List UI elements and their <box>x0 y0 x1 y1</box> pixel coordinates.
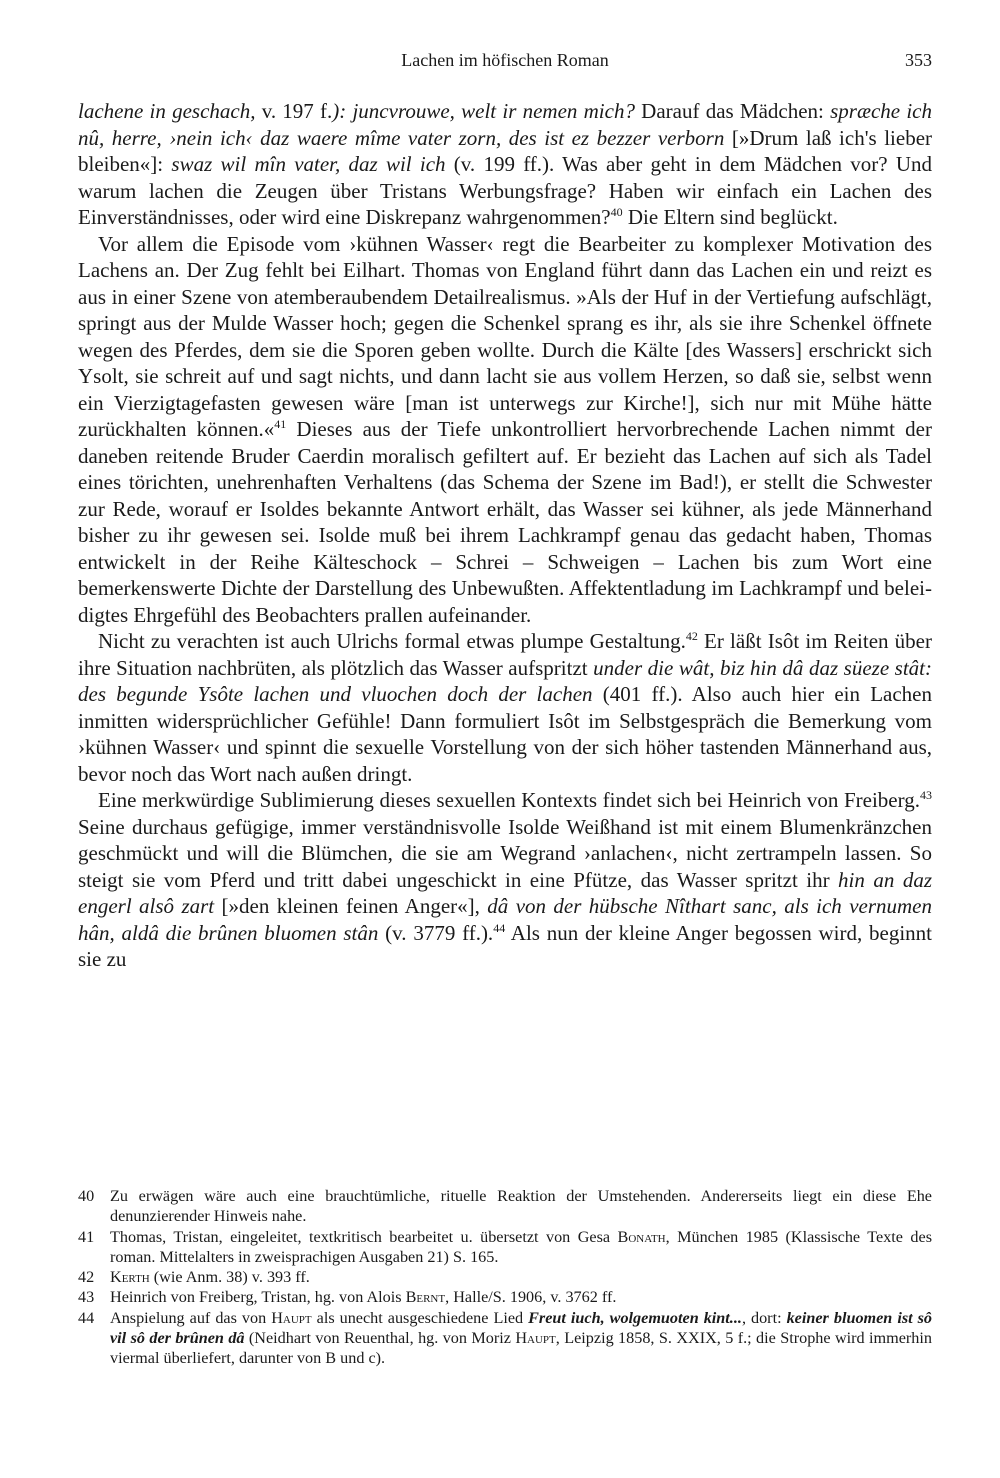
footnote-ref: 43 <box>920 788 932 802</box>
footnote-ref: 41 <box>274 417 287 431</box>
quoted-text: keiner bluomen ist sô vil sô der brûnen dâ <box>110 1308 933 1348</box>
text-run: Zu erwägen wäre auch eine brauchtümliche, rituelle Reaktion der Umstehenden. Andererseits liegt ein diese Ehe denunzierender Hinweis nahe. <box>110 1187 932 1226</box>
author-name: Bonath <box>617 1227 666 1246</box>
footnote-number: 42 <box>78 1268 95 1287</box>
footnote <box>78 1308 932 1369</box>
text-run: Vor allem die Episode vom ›kühnen Wasser‹ regt die Bearbeiter zu komplexer Motivation des Lachens an. Der Zug fehlt bei Eilhart. Thomas von England führt dann das Lachen ein und reizt es aus in einer Szene von atemberaubendem Detailrealismus. »Als der Huf in der Vertiefung aufschlägt, springt aus der Mulde Wasser hoch; gegen die Schenkel sprang es ihr, als sie ihre Schenkel öffnete wegen des Pferdes, dem sie die Sporen geben wollte. Durch die Kälte [des Wassers] erschrickt sich Ysolt, sie schreit auf und sagt nichts, und dann lacht sie aus vollem Herzen, so daß sie, selbst wenn ein Vierzigtagefasten gewesen wäre [man ist unterwegs zur Kirche!], sich nur mit Mühe hätte zurückhalten können.« <box>78 231 932 441</box>
text-run: als unecht ausgeschiedene Lied <box>311 1308 529 1327</box>
text-run: Als nun der kleine Anger begossen wird, beginnt sie zu <box>78 920 932 971</box>
text-run: (wie Anm. 38) v. 393 ff. <box>149 1268 310 1287</box>
author-name: Bernt <box>405 1288 446 1307</box>
quoted-text: under die wât, biz hin dâ daz süeze stât: des begunde Ysôte lachen und vluochen doch der lachen <box>78 655 933 706</box>
footnote <box>78 1267 932 1287</box>
author-name: Kerth <box>110 1268 150 1287</box>
running-title: Lachen im höfischen Roman <box>401 50 609 70</box>
footnote <box>78 1227 932 1268</box>
paragraph <box>78 231 932 629</box>
footnote <box>78 1186 932 1227</box>
footnote <box>78 1287 932 1307</box>
text-run: , München 1985 (Klassische Texte des roman. Mittelalters in zweisprachigen Ausgaben 21) S. 165. <box>110 1227 933 1266</box>
text-run: , Leipzig 1858, S. XXIX, 5 f.; die Strophe wird immerhin viermal überliefert, darunter von B und c). <box>110 1329 932 1368</box>
quoted-text: ): juncvrouwe, welt ir nemen mich? <box>332 99 635 123</box>
text-run: Anspielung auf das von <box>110 1308 272 1327</box>
footnote-ref: 44 <box>493 920 506 935</box>
quoted-text: swaz wil mîn vater, daz wil ich <box>171 152 446 176</box>
page-number: 353 <box>905 50 932 70</box>
author-name: Haupt <box>515 1329 556 1348</box>
paragraph <box>78 787 932 973</box>
text-run: Eine merkwürdige Sublimierung dieses sexuellen Kontexts findet sich bei Heinrich von Freiberg. <box>98 788 920 812</box>
text-run: v. 197 f. <box>255 99 333 123</box>
text-run: , Halle/S. 1906, v. 3762 ff. <box>445 1288 617 1307</box>
quoted-text: spræche ich nû, herre, ›nein ich‹ daz waere mîme vater zorn, des ist ez bezzer verborn <box>78 99 932 150</box>
body-text <box>78 98 932 973</box>
text-run: (Neidhart von Reuenthal, hg. von Moriz <box>244 1329 516 1348</box>
text-run: Darauf das Mädchen: <box>634 99 831 123</box>
text-run: Thomas, Tristan, eingeleitet, textkritisch bearbeitet u. übersetzt von Gesa <box>110 1227 618 1246</box>
paragraph <box>78 98 932 231</box>
quoted-text: hin an daz engerl alsô zart <box>78 867 932 918</box>
text-run: [»den kleinen feinen Anger«], <box>214 894 488 918</box>
footnote-number: 40 <box>78 1187 95 1205</box>
footnote-number: 43 <box>78 1288 95 1307</box>
text-run: Er läßt Isôt im Reiten über ihre Situation nachbrüten, als plötzlich das Wasser aufspritzt <box>78 629 932 680</box>
text-run: Dieses aus der Tiefe unkontrolliert hervorbrechende Lachen nimmt der daneben reitende Bruder Caerdin moralisch gefiltert auf. Er bezieht das Lachen auf sich als Tadel eines törichten, unehrenhaften Verhaltens (das Schema der Szene im Bad!), er stellt die Schwester zur Rede, worauf er Isoldes bekannte Antwort erhält, das Wasser sei kühner, als jede Männerhand bisher zu ihr gewesen sei. Isolde muß bei ihrem Lachkrampf genau das gedacht haben, Thomas entwickelt in der Reihe Kälteschock – Schrei – Schweigen – Lachen bis zum Wort eine bemerkenswerte Dichte der Darstellung des Unbewußten. Affektentladung im Lachkrampf und beleidigtes Ehrgefühl des Beobachters prallen aufeinander. <box>78 417 932 627</box>
footnote-number: 44 <box>78 1308 95 1327</box>
running-head <box>78 50 932 76</box>
footnote-number: 41 <box>78 1227 95 1246</box>
paragraph <box>78 628 932 787</box>
footnotes <box>78 1186 932 1369</box>
footnote-ref: 42 <box>685 629 698 643</box>
text-run: Seine durchaus gefügige, immer verständnisvolle Isolde Weißhand ist mit einem Blumenkränzchen geschmückt und will die Blümchen, die sie am Wegrand ›anlachen‹, nicht zertrampeln lassen. So steigt sie vom Pferd und tritt dabei ungeschickt in eine Pfütze, das Wasser spritzt ihr <box>78 814 932 892</box>
text-run: Die Eltern sind beglückt. <box>622 205 838 229</box>
quoted-text: lachene in geschach, <box>78 99 256 123</box>
footnote-ref: 40 <box>610 205 623 219</box>
author-name: Haupt <box>271 1308 312 1327</box>
text-run: [»Drum laß ich's lieber bleiben«]: <box>78 125 933 176</box>
text-run: (v. 3779 ff.). <box>378 920 494 945</box>
text-run: , dort: <box>741 1308 787 1327</box>
text-run: (v. 199 ff.). Was aber geht in dem Mädchen vor? Und warum lachen die Zeugen über Tristans Werbungsfrage? Haben wir einfach ein Lachen des Einverständnisses, oder wird eine Diskrepanz wahrgenommen? <box>78 152 932 229</box>
quoted-text: dâ von der hübsche Nîthart sanc, als ich vernumen hân, aldâ die brûnen bluomen stân <box>78 894 932 945</box>
quoted-text: Freut iuch, wolgemuoten kint... <box>528 1308 742 1327</box>
text-run: Nicht zu verachten ist auch Ulrichs formal etwas plumpe Gestaltung. <box>98 629 686 653</box>
text-run: Heinrich von Freiberg, Tristan, hg. von Alois <box>110 1288 406 1307</box>
text-run: (401 ff.). Also auch hier ein Lachen inmitten widersprüchlicher Gefühle! Dann formuliert Isôt im Selbstgespräch die Bemerkung vom ›kühnen Wasser‹ und spinnt die sexuelle Vorstellung von der sich höher tastenden Männerhand aus, bevor noch das Wort nach außen dringt. <box>78 682 932 786</box>
